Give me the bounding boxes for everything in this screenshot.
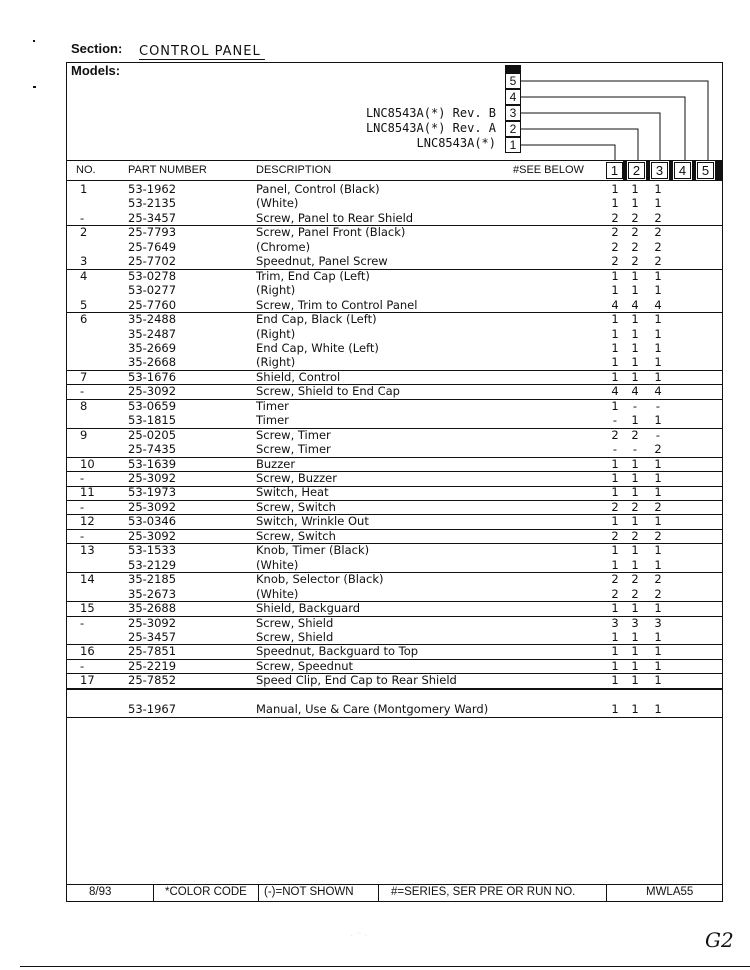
header-description: DESCRIPTION — [256, 164, 332, 176]
table-row — [66, 457, 723, 473]
row-qty-1: 1 — [611, 182, 619, 196]
row-description: Screw, Buzzer — [256, 471, 337, 485]
row-part-number: 25-0205 — [128, 427, 177, 442]
row-qty-1: 2 — [611, 210, 619, 225]
header-part-number: PART NUMBER — [128, 164, 207, 176]
row-qty-2: 1 — [631, 369, 639, 384]
row-qty-3: 1 — [654, 340, 662, 355]
row-part-number: 35-2488 — [128, 312, 177, 327]
row-qty-3: 2 — [654, 210, 662, 225]
row-qty-2: 1 — [631, 413, 639, 428]
table-row — [66, 399, 723, 414]
row-qty-2: 1 — [631, 485, 639, 500]
row-qty-2: 1 — [631, 702, 639, 717]
model-box-5: 5 — [505, 73, 521, 89]
row-description: (Right) — [256, 326, 296, 341]
row-qty-2: 1 — [631, 471, 639, 485]
row-qty-2: 1 — [631, 557, 639, 572]
table-row — [66, 572, 723, 587]
row-qty-3: 4 — [654, 384, 662, 399]
table-row — [66, 225, 723, 240]
row-part-number: 25-2219 — [128, 658, 177, 673]
row-qty-1: 1 — [611, 702, 619, 717]
row-qty-3: 2 — [654, 528, 662, 543]
table-row — [66, 529, 723, 545]
row-qty-1: 3 — [611, 615, 619, 630]
row-qty-2: - — [632, 442, 638, 457]
row-part-number: 25-3457 — [128, 629, 177, 644]
header-col-2: 2 — [628, 162, 645, 179]
row-description: Screw, Shield — [256, 629, 334, 644]
row-no: - — [80, 210, 85, 225]
row-description: Speed Clip, End Cap to Rear Shield — [256, 673, 457, 688]
row-qty-2: 3 — [631, 615, 639, 630]
row-description: (Right) — [256, 283, 296, 298]
row-qty-2: 2 — [631, 225, 639, 240]
row-qty-1: 4 — [611, 297, 619, 312]
table-row — [66, 269, 723, 284]
row-part-number: 25-7649 — [128, 239, 177, 254]
row-part-number: 35-2688 — [128, 601, 177, 616]
row-qty-1: 1 — [611, 601, 619, 616]
row-qty-1: 1 — [611, 398, 619, 413]
header-col-4: 4 — [674, 162, 691, 179]
row-qty-1: 1 — [611, 340, 619, 355]
row-qty-2: 1 — [631, 673, 639, 688]
row-qty-1: 1 — [611, 471, 619, 485]
scan-smudge: · ⁻ · — [350, 930, 368, 941]
model-box-3: 3 — [505, 105, 521, 121]
row-no: 9 — [80, 427, 88, 442]
row-description: Knob, Timer (Black) — [256, 543, 370, 558]
row-qty-2: 1 — [631, 644, 639, 659]
row-no: 3 — [80, 254, 88, 269]
table-row — [66, 413, 723, 429]
row-qty-1: 1 — [611, 456, 619, 471]
row-qty-1: 2 — [611, 225, 619, 240]
row-no: 4 — [80, 268, 88, 283]
header-no: NO. — [76, 164, 96, 176]
row-qty-3: 1 — [654, 268, 662, 283]
row-no: - — [80, 471, 85, 485]
row-description: Shield, Control — [256, 369, 341, 384]
row-qty-2: 1 — [631, 312, 639, 327]
table-row — [66, 211, 723, 227]
row-part-number: 25-3092 — [128, 615, 177, 630]
row-no: 16 — [80, 644, 95, 659]
row-no: 12 — [80, 514, 95, 529]
table-row — [66, 659, 723, 675]
row-description: Speednut, Backguard to Top — [256, 644, 419, 659]
row-qty-1: 4 — [611, 384, 619, 399]
row-qty-3: 2 — [654, 225, 662, 240]
row-qty-3: 1 — [654, 601, 662, 616]
row-qty-1: 1 — [611, 268, 619, 283]
row-part-number: 53-1639 — [128, 456, 177, 471]
row-qty-3: 1 — [654, 485, 662, 500]
row-qty-1: 1 — [611, 557, 619, 572]
row-qty-3: 4 — [654, 297, 662, 312]
row-description: Screw, Switch — [256, 499, 336, 514]
row-description: Screw, Timer — [256, 442, 331, 457]
header-col-1: 1 — [606, 162, 623, 179]
row-description: Panel, Control (Black) — [256, 182, 380, 196]
model-line-rev-b: LNC8543A(*) Rev. B — [365, 106, 496, 120]
table-row — [66, 616, 723, 631]
row-qty-2: 1 — [631, 182, 639, 196]
models-label: Models: — [71, 63, 121, 78]
row-part-number: 25-7702 — [128, 254, 177, 269]
row-qty-2: 1 — [631, 283, 639, 298]
row-description: Screw, Shield to End Cap — [256, 384, 400, 399]
row-description: (Chrome) — [256, 239, 311, 254]
table-row — [66, 485, 723, 501]
row-part-number: 35-2669 — [128, 340, 177, 355]
row-qty-2: - — [632, 398, 638, 413]
table-row — [66, 283, 723, 298]
row-qty-3: 1 — [654, 369, 662, 384]
row-no: 14 — [80, 572, 95, 587]
row-qty-3: 2 — [654, 239, 662, 254]
row-description: (White) — [256, 196, 299, 211]
row-qty-1: 1 — [611, 196, 619, 211]
row-qty-1: 1 — [611, 673, 619, 688]
row-qty-3: 2 — [654, 499, 662, 514]
table-row — [66, 370, 723, 386]
row-part-number: 25-3092 — [128, 384, 177, 399]
table-row — [66, 630, 723, 646]
row-part-number: 53-1815 — [128, 413, 177, 428]
row-description: Trim, End Cap (Left) — [256, 268, 370, 283]
row-no: 13 — [80, 543, 95, 558]
row-no: - — [80, 658, 85, 673]
footer-bar — [66, 884, 723, 902]
row-description: (White) — [256, 557, 299, 572]
row-qty-1: - — [612, 413, 618, 428]
row-qty-3: 2 — [654, 572, 662, 587]
row-part-number: 35-2668 — [128, 355, 177, 370]
table-row — [66, 312, 723, 327]
row-qty-1: 1 — [611, 543, 619, 558]
row-qty-1: 2 — [611, 586, 619, 601]
table-row — [66, 558, 723, 574]
row-qty-1: 2 — [611, 499, 619, 514]
header-see-below: #SEE BELOW — [513, 164, 584, 176]
model-box-2: 2 — [505, 121, 521, 137]
row-description: Speednut, Panel Screw — [256, 254, 388, 269]
row-qty-2: 2 — [631, 210, 639, 225]
row-qty-2: 4 — [631, 297, 639, 312]
row-qty-2: 1 — [631, 355, 639, 370]
table-row — [66, 240, 723, 255]
row-no: 10 — [80, 456, 95, 471]
row-description: End Cap, White (Left) — [256, 340, 379, 355]
row-qty-3: 1 — [654, 326, 662, 341]
row-part-number: 53-1962 — [128, 182, 177, 196]
row-qty-2: 4 — [631, 384, 639, 399]
footer-not-shown: (-)=NOT SHOWN — [264, 886, 354, 898]
table-row — [66, 442, 723, 458]
row-description: Timer — [256, 398, 289, 413]
row-qty-2: 1 — [631, 629, 639, 644]
row-qty-2: 2 — [631, 499, 639, 514]
row-qty-3: 1 — [654, 543, 662, 558]
row-description: (White) — [256, 586, 299, 601]
footer-divider — [606, 884, 607, 902]
row-part-number: 53-1676 — [128, 369, 177, 384]
row-part-number: 53-0278 — [128, 268, 177, 283]
row-no: 1 — [80, 182, 88, 196]
row-qty-1: 1 — [611, 326, 619, 341]
row-qty-2: 2 — [631, 254, 639, 269]
table-row — [66, 355, 723, 371]
row-part-number: 53-1973 — [128, 485, 177, 500]
row-part-number: 53-1967 — [128, 702, 177, 717]
table-row — [66, 196, 723, 211]
row-part-number: 35-2487 — [128, 326, 177, 341]
row-qty-3: 1 — [654, 182, 662, 196]
row-no: - — [80, 528, 85, 543]
row-qty-3: 1 — [654, 355, 662, 370]
row-no: 5 — [80, 297, 88, 312]
row-qty-1: 2 — [611, 254, 619, 269]
row-description: Screw, Panel Front (Black) — [256, 225, 406, 240]
row-qty-2: 2 — [631, 528, 639, 543]
row-no: 2 — [80, 225, 88, 240]
table-row — [66, 673, 723, 689]
row-description: Buzzer — [256, 456, 296, 471]
row-qty-3: 1 — [654, 283, 662, 298]
row-part-number: 25-7851 — [128, 644, 177, 659]
row-no: - — [80, 615, 85, 630]
row-description: Timer — [256, 413, 289, 428]
row-no: 7 — [80, 369, 88, 384]
row-qty-2: 1 — [631, 268, 639, 283]
row-qty-2: 1 — [631, 340, 639, 355]
row-qty-3: 2 — [654, 254, 662, 269]
row-qty-3: 1 — [654, 514, 662, 529]
row-no: 6 — [80, 312, 88, 327]
row-qty-2: 1 — [631, 543, 639, 558]
footer-divider — [153, 884, 154, 902]
row-qty-1: 1 — [611, 355, 619, 370]
row-qty-1: 1 — [611, 369, 619, 384]
footer-date: 8/93 — [89, 886, 112, 898]
row-qty-3: - — [655, 427, 661, 442]
model-line-base: LNC8543A(*) — [416, 136, 496, 150]
row-qty-2: 1 — [631, 601, 639, 616]
row-description: Manual, Use & Care (Montgomery Ward) — [256, 702, 489, 717]
page-mark: G2 — [705, 928, 734, 952]
header-col-5: 5 — [697, 162, 714, 179]
table-row — [66, 298, 723, 314]
row-qty-3: 1 — [654, 413, 662, 428]
row-part-number: 53-2135 — [128, 196, 177, 211]
row-part-number: 35-2185 — [128, 572, 177, 587]
row-description: Screw, Panel to Rear Shield — [256, 210, 414, 225]
row-description: Screw, Shield — [256, 615, 334, 630]
row-qty-1: 1 — [611, 658, 619, 673]
row-qty-1: 1 — [611, 312, 619, 327]
table-row — [66, 543, 723, 558]
row-qty-2: 1 — [631, 196, 639, 211]
row-description: Screw, Trim to Control Panel — [256, 297, 418, 312]
row-description: Screw, Speednut — [256, 658, 354, 673]
row-qty-1: 1 — [611, 283, 619, 298]
row-part-number: 53-2129 — [128, 557, 177, 572]
row-qty-1: 2 — [611, 528, 619, 543]
row-qty-1: 1 — [611, 629, 619, 644]
row-no: - — [80, 384, 85, 399]
row-part-number: 53-0659 — [128, 398, 177, 413]
row-part-number: 25-7793 — [128, 225, 177, 240]
footer-color-code: *COLOR CODE — [165, 886, 247, 898]
table-row — [66, 327, 723, 342]
table-row — [66, 428, 723, 443]
section-label: Section: — [71, 41, 123, 56]
row-part-number: 25-3092 — [128, 499, 177, 514]
row-qty-3: 2 — [654, 442, 662, 457]
row-part-number: 25-7435 — [128, 442, 177, 457]
row-qty-3: 3 — [654, 615, 662, 630]
row-qty-2: 1 — [631, 326, 639, 341]
row-qty-3: - — [655, 398, 661, 413]
footer-divider — [378, 884, 379, 902]
footer-code: MWLA55 — [646, 886, 694, 898]
row-qty-1: 1 — [611, 485, 619, 500]
row-description: Shield, Backguard — [256, 601, 361, 616]
row-part-number: 25-3092 — [128, 528, 177, 543]
row-qty-1: - — [612, 442, 618, 457]
table-row — [66, 587, 723, 603]
table-row — [66, 254, 723, 270]
row-qty-3: 1 — [654, 702, 662, 717]
row-qty-3: 1 — [654, 644, 662, 659]
row-description: Screw, Switch — [256, 528, 336, 543]
row-qty-3: 1 — [654, 471, 662, 485]
row-qty-2: 1 — [631, 514, 639, 529]
header-col-3: 3 — [651, 162, 668, 179]
model-box-1: 1 — [505, 137, 521, 153]
row-qty-2: 1 — [631, 658, 639, 673]
table-rule — [66, 689, 723, 690]
table-row — [66, 471, 723, 487]
row-no: 17 — [80, 673, 95, 688]
row-qty-1: 2 — [611, 239, 619, 254]
table-row — [66, 182, 723, 197]
row-qty-3: 1 — [654, 557, 662, 572]
table-row — [66, 601, 723, 617]
row-description: End Cap, Black (Left) — [256, 312, 377, 327]
row-qty-2: 1 — [631, 456, 639, 471]
row-no: 11 — [80, 485, 95, 500]
row-part-number: 53-1533 — [128, 543, 177, 558]
footer-divider — [258, 884, 259, 902]
table-row — [66, 384, 723, 400]
row-part-number: 25-7852 — [128, 673, 177, 688]
table-row — [66, 341, 723, 356]
row-qty-3: 1 — [654, 312, 662, 327]
section-title: CONTROL PANEL — [139, 44, 261, 59]
row-description: (Right) — [256, 355, 296, 370]
model-line-rev-a: LNC8543A(*) Rev. A — [365, 121, 496, 135]
table-row — [66, 702, 723, 718]
row-no: 15 — [80, 601, 95, 616]
row-qty-3: 1 — [654, 456, 662, 471]
row-part-number: 25-3092 — [128, 471, 177, 485]
row-qty-2: 2 — [631, 586, 639, 601]
row-part-number: 35-2673 — [128, 586, 177, 601]
footer-series: #=SERIES, SER PRE OR RUN NO. — [391, 886, 576, 898]
row-qty-3: 2 — [654, 586, 662, 601]
row-qty-2: 2 — [631, 427, 639, 442]
row-qty-2: 2 — [631, 239, 639, 254]
row-part-number: 53-0277 — [128, 283, 177, 298]
row-no: 8 — [80, 398, 88, 413]
row-part-number: 25-3457 — [128, 210, 177, 225]
row-qty-3: 1 — [654, 196, 662, 211]
row-qty-3: 1 — [654, 658, 662, 673]
row-part-number: 25-7760 — [128, 297, 177, 312]
row-qty-3: 1 — [654, 629, 662, 644]
table-row — [66, 500, 723, 516]
row-part-number: 53-0346 — [128, 514, 177, 529]
row-qty-1: 1 — [611, 644, 619, 659]
row-no: - — [80, 499, 85, 514]
page-bottom-rule — [20, 966, 750, 967]
table-row — [66, 514, 723, 530]
model-box-4: 4 — [505, 89, 521, 105]
row-qty-1: 2 — [611, 572, 619, 587]
row-qty-1: 1 — [611, 514, 619, 529]
row-description: Screw, Timer — [256, 427, 331, 442]
table-row — [66, 644, 723, 660]
row-qty-2: 2 — [631, 572, 639, 587]
row-description: Knob, Selector (Black) — [256, 572, 384, 587]
row-description: Switch, Wrinkle Out — [256, 514, 369, 529]
row-qty-1: 2 — [611, 427, 619, 442]
row-description: Switch, Heat — [256, 485, 329, 500]
row-qty-3: 1 — [654, 673, 662, 688]
